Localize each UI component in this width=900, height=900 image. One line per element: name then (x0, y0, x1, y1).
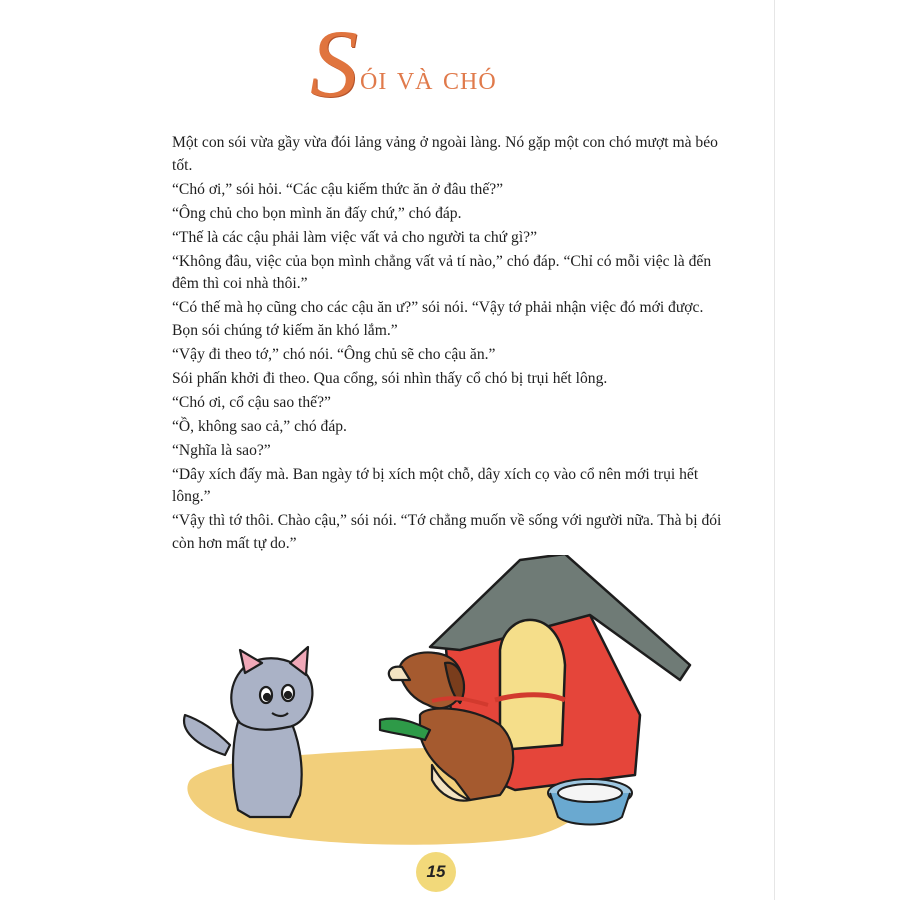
title-drop-cap: S (310, 10, 358, 117)
wolf-and-dog-illustration (170, 555, 710, 845)
paragraph: “Chó ơi, cổ cậu sao thế?” (172, 393, 331, 411)
paragraph: “Nghĩa là sao?” (172, 441, 271, 459)
paragraph: “Ông chủ cho bọn mình ăn đấy chứ,” chó đáp. (172, 204, 462, 222)
paragraph: “Vậy đi theo tớ,” chó nói. “Ông chủ sẽ cho cậu ăn.” (172, 345, 496, 363)
page-number-badge: 15 (416, 852, 456, 892)
paragraph: “Ồ, không sao cả,” chó đáp. (172, 417, 347, 435)
paragraph: “Không đâu, việc của bọn mình chẳng vất vả tí nào,” chó đáp. “Chỉ có mỗi việc là đến đêm thì coi nhà thôi.” (172, 252, 712, 292)
paragraph: “Có thế mà họ cũng cho các cậu ăn ư?” sói nói. “Vậy tớ phải nhận việc đó mới được. Bọn sói chúng tớ kiếm ăn khó lắm.” (172, 299, 704, 339)
paragraph: “Vậy thì tớ thôi. Chào cậu,” sói nói. “Tớ chẳng muốn về sống với người nữa. Thà bị đói còn hơn mất tự do.” (172, 512, 722, 552)
water-bowl (548, 779, 632, 825)
paragraph: “Dây xích đấy mà. Ban ngày tớ bị xích một chỗ, dây xích cọ vào cổ nên mới trụi hết lông.” (172, 465, 699, 505)
paragraph: “Thế là các cậu phải làm việc vất vả cho người ta chứ gì?” (172, 228, 538, 246)
title-rest: ói và chó (360, 60, 497, 97)
page-title (310, 10, 497, 117)
story-text (172, 132, 728, 557)
paragraph: “Chó ơi,” sói hỏi. “Các cậu kiếm thức ăn ở đâu thế?” (172, 180, 504, 198)
paragraph: Sói phấn khởi đi theo. Qua cổng, sói nhìn thấy cổ chó bị trụi hết lông. (172, 369, 608, 387)
paragraph: Một con sói vừa gầy vừa đói lảng vảng ở ngoài làng. Nó gặp một con chó mượt mà béo tốt. (172, 134, 718, 174)
